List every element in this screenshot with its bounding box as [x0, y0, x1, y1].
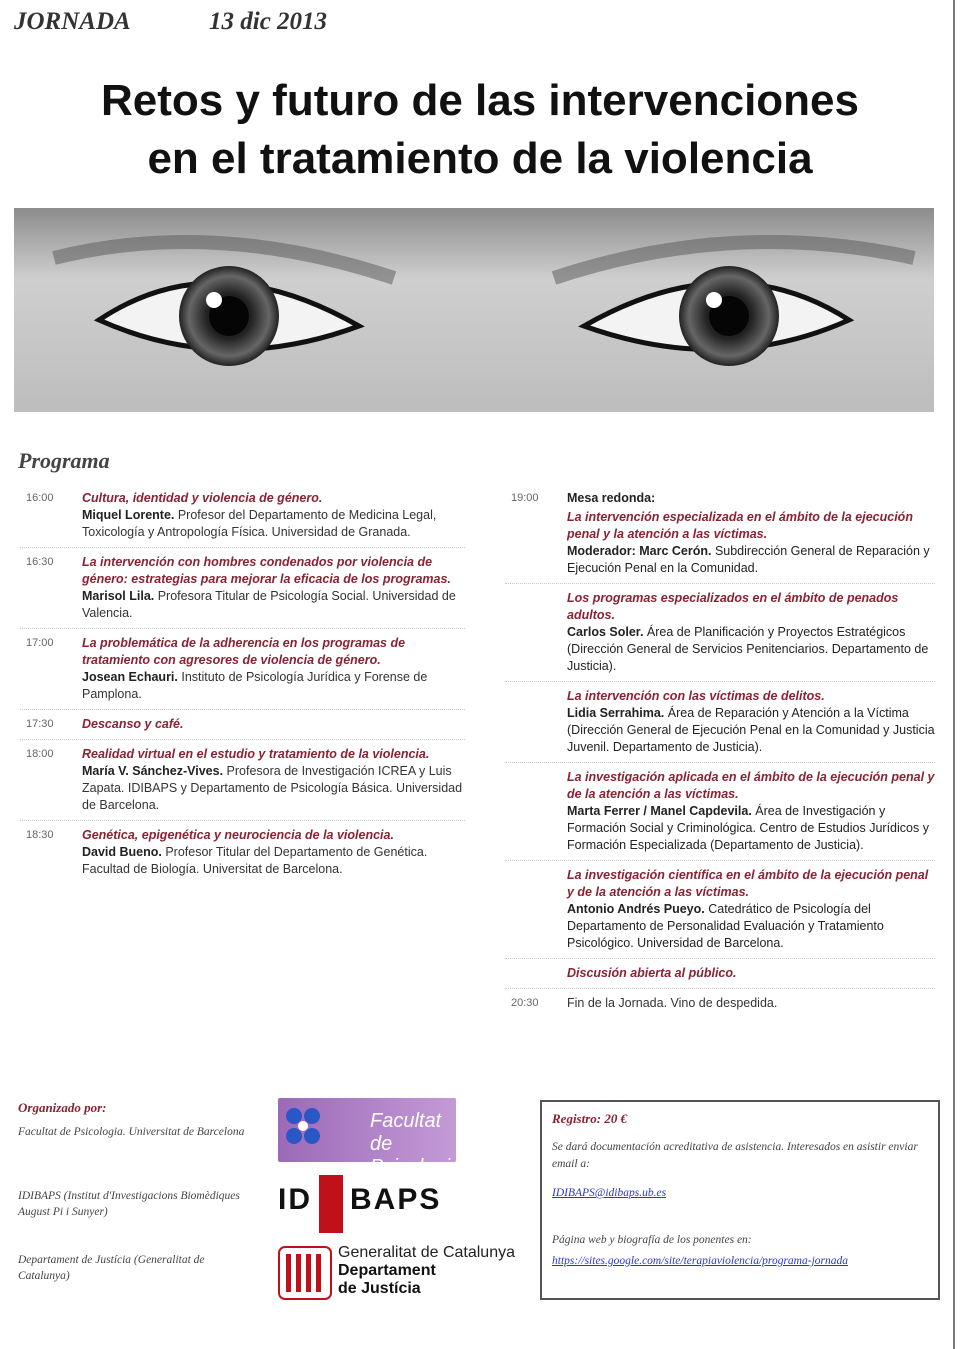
idibaps-text-left: ID — [278, 1183, 312, 1216]
talk-title: Discusión abierta al público. — [567, 966, 737, 980]
item-time: 19:00 — [511, 492, 539, 504]
round-table-item — [505, 867, 935, 959]
speaker-info — [82, 763, 465, 814]
speaker-info — [567, 901, 935, 952]
title-line-1: Retos y futuro de las intervenciones — [101, 76, 859, 125]
speaker-affiliation: Área de Investigación y Formación Social y Criminológica. Centro de Estudios Jurídicos y Formación Especializada (Departamento de Justicia). — [567, 804, 929, 852]
speaker-affiliation: Subdirección General de Reparación y Ejecución Penal en la Comunidad. — [567, 544, 930, 575]
round-table-item — [505, 688, 935, 763]
speaker-info — [82, 844, 465, 878]
talk-title: Los programas especializados en el ámbito de penados adultos. — [567, 591, 899, 622]
speaker-info — [567, 705, 935, 756]
program-item — [20, 746, 465, 821]
page-right-border — [953, 0, 955, 1349]
speaker-name: María V. Sánchez-Vives. — [82, 764, 224, 778]
item-time: 17:00 — [26, 637, 54, 649]
title-line-2: en el tratamiento de la violencia — [147, 134, 813, 183]
registration-text — [552, 1139, 928, 1173]
header — [14, 8, 328, 36]
round-table-item — [505, 590, 935, 682]
page-title — [0, 72, 960, 188]
round-table-label — [567, 490, 935, 507]
program-right-column — [505, 490, 935, 1024]
generalitat-emblem-icon — [278, 1246, 332, 1300]
speaker-affiliation: Profesora Titular de Psicología Social. Universidad de Valencia. — [82, 589, 456, 620]
round-table-item — [505, 965, 935, 989]
speaker-info — [82, 507, 465, 541]
speaker-name: Antonio Andrés Pueyo. — [567, 902, 705, 916]
item-time: 17:30 — [26, 718, 54, 730]
organizers-heading: Organizado por: — [18, 1100, 107, 1115]
program-item — [505, 995, 935, 1018]
talk-title: Cultura, identidad y violencia de género. — [82, 491, 323, 505]
website-link[interactable]: https://sites.google.com/site/terapiaviolencia/programa-jornada — [552, 1255, 848, 1267]
programa-heading: Programa — [18, 448, 110, 473]
speaker-affiliation: Área de Planificación y Proyectos Estratégicos (Dirección General de Servicios Penitenciarios. Departamento de Justicia). — [567, 625, 929, 673]
speaker-name: Marta Ferrer / Manel Capdevila. — [567, 804, 752, 818]
speaker-affiliation: Área de Reparación y Atención a la Víctima (Dirección General de Ejecución Penal en la Comunidad y Justicia Juvenil. Departamento de Justicia). — [567, 706, 935, 754]
talk-title: Genética, epigenética y neurociencia de la violencia. — [82, 828, 394, 842]
talk-title: La intervención con las víctimas de delitos. — [567, 689, 825, 703]
idibaps-text-right: BAPS — [350, 1183, 442, 1216]
talk-title: La investigación aplicada en el ámbito de la ejecución penal y de la atención a las víctimas. — [567, 770, 935, 801]
talk-title: La intervención especializada en el ámbito de la ejecución penal y la atención a las víctimas. — [567, 510, 913, 541]
speaker-name: Lidia Serrahima. — [567, 706, 665, 720]
speaker-name: Carlos Soler. — [567, 625, 644, 639]
speaker-affiliation: Catedrático de Psicología del Departamento de Personalidad Evaluación y Tratamiento Psicológico. Universidad de Barcelona. — [567, 902, 884, 950]
generalitat-text: Generalitat de Catalunya — [338, 1244, 515, 1261]
idibaps-logo — [278, 1175, 478, 1233]
program-item — [20, 827, 465, 884]
closing-text: Fin de la Jornada. Vino de despedida. — [567, 996, 778, 1010]
program-item — [20, 635, 465, 710]
psychology-faculty-logo — [278, 1098, 462, 1178]
registration-info: Se dará documentación acreditativa de asistencia. Interesados en asistir enviar email a: — [552, 1141, 918, 1170]
program-item — [20, 490, 465, 548]
program-item — [20, 716, 465, 740]
department-text: Departament — [338, 1262, 436, 1279]
generalitat-logo — [278, 1244, 528, 1302]
idibaps-red-bar — [319, 1175, 343, 1233]
item-time: 16:00 — [26, 492, 54, 504]
speaker-name: Moderador: Marc Cerón. — [567, 544, 712, 558]
speaker-affiliation: Profesor del Departamento de Medicina Legal, Toxicología y Antropología Física. Universidad de Granada. — [82, 508, 437, 539]
speaker-affiliation: Instituto de Psicología Jurídica y Forense de Pamplona. — [82, 670, 428, 701]
speaker-info — [567, 543, 935, 577]
speaker-name: Josean Echauri. — [82, 670, 178, 684]
speaker-info — [82, 588, 465, 622]
speaker-affiliation: Profesora de Investigación ICREA y Luis Zapata. IDIBAPS y Departamento de Psicología Básica. Universidad de Barcelona. — [82, 764, 463, 812]
round-table-item — [505, 769, 935, 861]
registration-heading: Registro: 20 € — [552, 1111, 628, 1126]
program-left-column — [20, 490, 465, 890]
web-info: Página web y biografía de los ponentes en: — [552, 1234, 752, 1246]
talk-title: La intervención con hombres condenados por violencia de género: estrategias para mejorar la eficacia de los programas. — [82, 555, 451, 586]
item-time: 18:00 — [26, 748, 54, 760]
program-item — [20, 554, 465, 629]
event-date: 13 dic 2013 — [209, 8, 328, 35]
talk-title: La investigación científica en el ámbito de la ejecución penal y de la atención a las víctimas. — [567, 868, 929, 899]
speaker-name: Miquel Lorente. — [82, 508, 175, 522]
organizer-item: Departament de Justícia (Generalitat de Catalunya) — [18, 1254, 205, 1282]
event-label: JORNADA — [14, 8, 131, 35]
speaker-name: Marisol Lila. — [82, 589, 155, 603]
registration-email-link[interactable]: IDIBAPS@idibaps.ub.es — [552, 1187, 667, 1199]
circles-icon — [284, 1106, 324, 1154]
item-time: 18:30 — [26, 829, 54, 841]
organizer-item: Facultat de Psicologia. Universitat de Barcelona — [18, 1126, 245, 1138]
speaker-info — [567, 624, 935, 675]
psychology-logo-text: Facultat de Psicologia — [370, 1110, 462, 1178]
speaker-info — [82, 669, 465, 703]
item-time: 20:30 — [511, 997, 539, 1009]
talk-title: La problemática de la adherencia en los programas de tratamiento con agresores de violencia de género. — [82, 636, 406, 667]
speaker-affiliation: Profesor Titular del Departamento de Genética. Facultad de Biología. Universitat de Barcelona. — [82, 845, 428, 876]
round-table-item — [505, 509, 935, 584]
program-item — [505, 490, 935, 507]
speaker-name: David Bueno. — [82, 845, 162, 859]
eyes-image — [14, 208, 934, 412]
round-table-title: Mesa redonda: — [567, 491, 656, 505]
organizer-item: IDIBAPS (Institut d'Investigacions Biomèdiques August Pi i Sunyer) — [18, 1190, 240, 1218]
talk-title: Descanso y café. — [82, 717, 184, 731]
talk-title: Realidad virtual en el estudio y tratamiento de la violencia. — [82, 747, 430, 761]
justice-text: de Justícia — [338, 1280, 421, 1297]
item-time: 16:30 — [26, 556, 54, 568]
speaker-info — [567, 803, 935, 854]
registration-box — [540, 1100, 940, 1300]
